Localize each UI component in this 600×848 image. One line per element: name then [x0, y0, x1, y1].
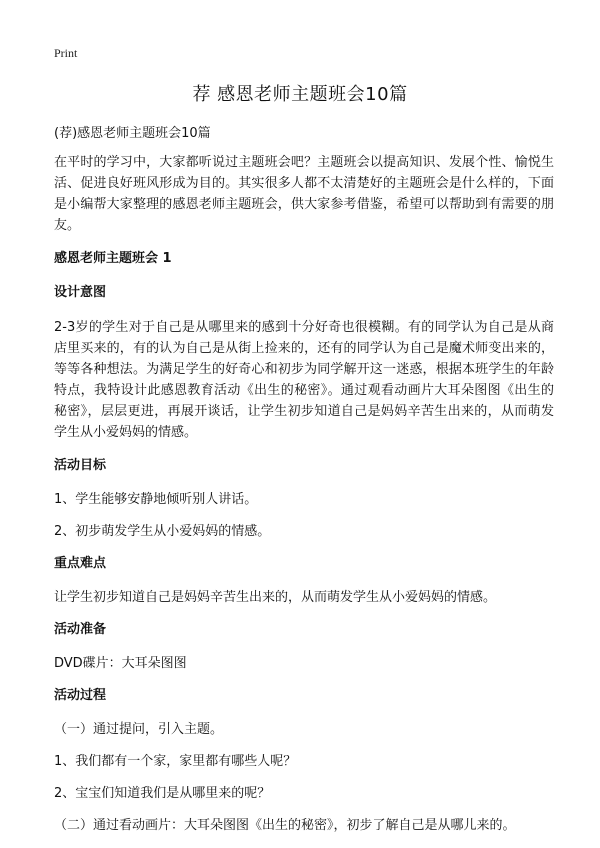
goal-item-1: 1、学生能够安静地倾听别人讲话。 — [54, 492, 258, 507]
prep-paragraph: DVD碟片：大耳朵图图 — [54, 656, 187, 671]
section-title: 感恩老师主题班会 1 — [54, 251, 172, 266]
article-body — [54, 152, 554, 848]
process-item-2: 1、我们都有一个家，家里都有哪些人呢？ — [54, 754, 297, 769]
print-link[interactable]: Print — [54, 46, 78, 60]
process-item-1: （一）通过提问，引入主题。 — [54, 722, 224, 737]
key-heading: 重点难点 — [54, 556, 107, 571]
process-item-4: （二）通过看动画片：大耳朵图图《出生的秘密》，初步了解自己是从哪儿来的。 — [54, 818, 516, 833]
process-item-3: 2、宝宝们知道我们是从哪里来的呢？ — [54, 786, 271, 801]
intro-paragraph: 在平时的学习中，大家都听说过主题班会吧？主题班会以提高知识、发展个性、愉悦生活、促进良好班风形成为目的。其实很多人都不太清楚好的主题班会是什么样的，下面是小编帮大家整理的感恩老师主题班会，供大家参考借鉴，希望可以帮助到有需要的朋友。 — [54, 155, 554, 233]
process-heading: 活动过程 — [54, 688, 107, 703]
goal-item-2: 2、初步萌发学生从小爱妈妈的情感。 — [54, 524, 271, 539]
prep-heading: 活动准备 — [54, 622, 107, 637]
design-heading: 设计意图 — [54, 285, 107, 300]
goal-heading: 活动目标 — [54, 458, 107, 473]
document-subtitle: (荐)感恩老师主题班会10篇 — [54, 126, 211, 141]
design-paragraph: 2-3岁的学生对于自己是从哪里来的感到十分好奇也很模糊。有的同学认为自己是从商店里买来的，有的认为自己是从街上捡来的，还有的同学认为自己是魔术师变出来的，等等各种想法。为满足学生的好奇心和初步为同学解开这一迷惑，根据本班学生的年龄特点，我特设计此感恩教育活动《出生的秘密》。通过观看动画片大耳朵图图《出生的秘密》，层层更进，再展开谈话，让学生初步知道自己是妈妈辛苦生出来的，从而萌发学生从小爱妈妈的情感。 — [54, 320, 554, 440]
page-title: 荐 感恩老师主题班会10篇 — [192, 84, 408, 105]
key-paragraph: 让学生初步知道自己是妈妈辛苦生出来的，从而萌发学生从小爱妈妈的情感。 — [54, 590, 497, 605]
